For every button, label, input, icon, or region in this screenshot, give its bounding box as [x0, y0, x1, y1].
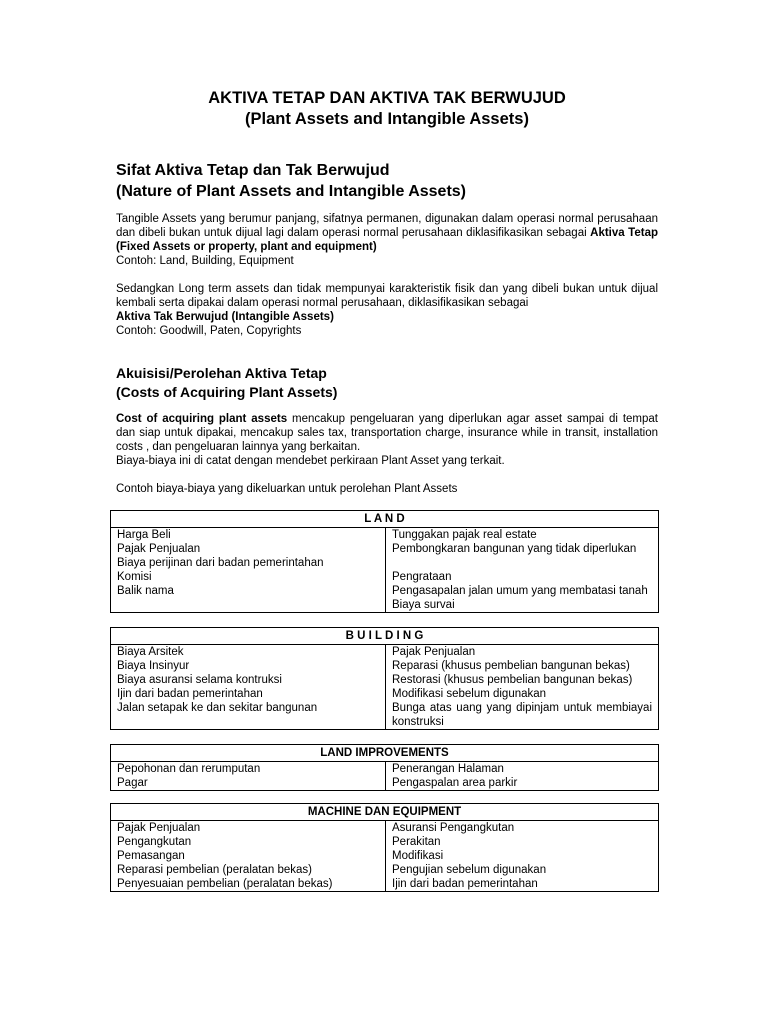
cost-text: mencakup pengeluaran yang diperlukan agar asset sampai di tempat dan siap untuk dipakai, mencakup sales tax, transportation charge, insurance while in transit, installation costs , dan pengeluaran lainnya yang berkaitan.	[116, 413, 658, 453]
machine-right-3: Modifikasi	[386, 849, 659, 863]
machine-left-2: Pengangkutan	[111, 835, 386, 849]
machine-right-4: Pengujian sebelum digunakan	[386, 863, 659, 877]
machine-table	[110, 803, 659, 892]
intangible-example: Contoh: Goodwill, Paten, Copyrights	[116, 325, 302, 337]
cost-paragraph	[116, 412, 658, 454]
building-left-1: Biaya Arsitek	[111, 645, 386, 660]
building-left-3: Biaya asuransi selama kontruksi	[111, 673, 386, 687]
machine-right-2: Perakitan	[386, 835, 659, 849]
building-right-5: Bunga atas uang yang dipinjam untuk membiayai konstruksi	[386, 701, 659, 730]
section-costs-heading-1: Akuisisi/Perolehan Aktiva Tetap	[116, 365, 327, 381]
land-right-4: Pengrataan	[386, 570, 659, 584]
land-improvements-right-2: Pengaspalan area parkir	[386, 776, 659, 791]
tangible-paragraph	[116, 212, 658, 254]
machine-left-1: Pajak Penjualan	[111, 821, 386, 836]
building-table-header: B U I L D I N G	[111, 628, 659, 645]
machine-left-3: Pemasangan	[111, 849, 386, 863]
tangible-text: Tangible Assets yang berumur panjang, sifatnya permanen, digunakan dalam operasi normal perusahaan dan dibeli bukan untuk dijual lagi dalam operasi normal perusahaan diklasifikasikan sebagai	[116, 213, 658, 239]
section-nature	[116, 160, 658, 338]
building-left-5: Jalan setapak ke dan sekitar bangunan	[111, 701, 386, 730]
section-costs	[116, 364, 658, 496]
section-nature-heading-2: (Nature of Plant Assets and Intangible Assets)	[116, 183, 466, 200]
land-left-2: Pajak Penjualan	[117, 543, 201, 555]
land-right-2: Pembongkaran bangunan yang tidak diperlukan	[386, 542, 659, 570]
land-table-header: L A N D	[111, 511, 659, 528]
cost-bold: Cost of acquiring plant assets	[116, 413, 288, 425]
machine-left-5: Penyesuaian pembelian (peralatan bekas)	[111, 877, 386, 892]
land-left-4: Komisi	[111, 570, 386, 584]
tangible-example: Contoh: Land, Building, Equipment	[116, 255, 294, 267]
title-line-1: AKTIVA TETAP DAN AKTIVA TAK BERWUJUD	[208, 89, 566, 107]
land-right-6: Biaya survai	[386, 598, 659, 613]
tangible-bold: Aktiva Tetap (Fixed Assets or property, plant and equipment)	[116, 227, 658, 253]
land-right-1: Tunggakan pajak real estate	[386, 528, 659, 543]
land-left-5: Balik nama	[111, 584, 386, 598]
building-right-4: Modifikasi sebelum digunakan	[386, 687, 659, 701]
machine-right-1: Asuransi Pengangkutan	[386, 821, 659, 836]
land-improvements-header: LAND IMPROVEMENTS	[111, 745, 659, 762]
building-right-3: Restorasi (khusus pembelian bangunan bekas)	[386, 673, 659, 687]
building-left-4: Ijin dari badan pemerintahan	[111, 687, 386, 701]
cost-debit-line: Biaya-biaya ini di catat dengan mendebet perkiraan Plant Asset yang terkait.	[116, 455, 505, 467]
machine-left-4: Reparasi pembelian (peralatan bekas)	[111, 863, 386, 877]
intangible-bold: Aktiva Tak Berwujud (Intangible Assets)	[116, 311, 334, 323]
land-improvements-left-2: Pagar	[111, 776, 386, 791]
machine-table-header: MACHINE DAN EQUIPMENT	[111, 804, 659, 821]
intangible-paragraph: Sedangkan Long term assets dan tidak mempunyai karakteristik fisik dan yang dibeli bukan untuk dijual kembali serta dipakai dalam operasi normal perusahaan, diklasifikasikan sebagai	[116, 283, 658, 309]
building-table	[110, 627, 659, 730]
land-improvements-right-1: Penerangan Halaman	[386, 762, 659, 777]
section-nature-heading-1: Sifat Aktiva Tetap dan Tak Berwujud	[116, 162, 390, 179]
machine-right-5: Ijin dari badan pemerintahan	[386, 877, 659, 892]
land-improvements-table	[110, 744, 659, 791]
document-title	[116, 88, 658, 130]
land-improvements-left-1: Pepohonan dan rerumputan	[111, 762, 386, 777]
land-table	[110, 510, 659, 613]
building-right-2: Reparasi (khusus pembelian bangunan bekas)	[386, 659, 659, 673]
title-line-2: (Plant Assets and Intangible Assets)	[245, 110, 529, 128]
land-left-1: Harga Beli	[111, 528, 386, 543]
land-left-3: Biaya perijinan dari badan pemerintahan	[117, 557, 324, 569]
cost-example-intro: Contoh biaya-biaya yang dikeluarkan untuk perolehan Plant Assets	[116, 483, 458, 495]
building-right-1: Pajak Penjualan	[386, 645, 659, 660]
section-costs-heading-2: (Costs of Acquiring Plant Assets)	[116, 384, 338, 400]
document-page	[116, 88, 658, 892]
building-left-2: Biaya Insinyur	[111, 659, 386, 673]
land-left-6	[111, 598, 386, 613]
land-right-5: Pengasapalan jalan umum yang membatasi tanah	[386, 584, 659, 598]
